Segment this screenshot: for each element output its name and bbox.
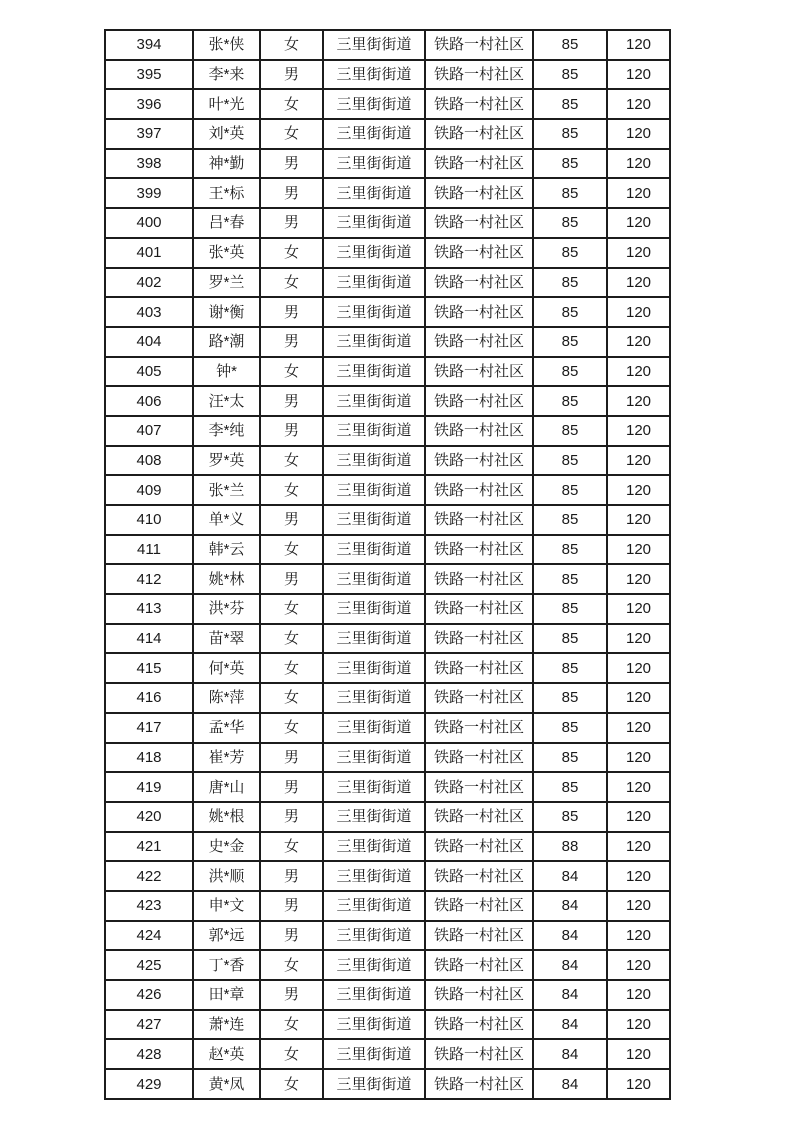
cell-no: 395 — [105, 60, 193, 90]
table-row — [105, 891, 670, 921]
cell-gender: 男 — [260, 505, 323, 535]
cell-street: 三里街街道 — [323, 653, 425, 683]
cell-community: 铁路一村社区 — [425, 891, 533, 921]
cell-name: 史*金 — [193, 832, 260, 862]
cell-name: 洪*顺 — [193, 861, 260, 891]
cell-score: 85 — [533, 30, 607, 60]
cell-quota: 120 — [607, 89, 670, 119]
cell-quota: 120 — [607, 1069, 670, 1099]
cell-quota: 120 — [607, 564, 670, 594]
cell-gender: 男 — [260, 208, 323, 238]
cell-quota: 120 — [607, 802, 670, 832]
cell-street: 三里街街道 — [323, 921, 425, 951]
cell-gender: 女 — [260, 238, 323, 268]
cell-community: 铁路一村社区 — [425, 950, 533, 980]
roster-table-body — [105, 30, 670, 1099]
cell-name: 孟*华 — [193, 713, 260, 743]
cell-score: 85 — [533, 713, 607, 743]
cell-community: 铁路一村社区 — [425, 653, 533, 683]
cell-no: 418 — [105, 743, 193, 773]
cell-community: 铁路一村社区 — [425, 268, 533, 298]
cell-quota: 120 — [607, 594, 670, 624]
table-row — [105, 238, 670, 268]
cell-quota: 120 — [607, 980, 670, 1010]
table-row — [105, 594, 670, 624]
cell-gender: 男 — [260, 921, 323, 951]
table-row — [105, 446, 670, 476]
cell-street: 三里街街道 — [323, 772, 425, 802]
cell-quota: 120 — [607, 713, 670, 743]
cell-community: 铁路一村社区 — [425, 30, 533, 60]
cell-no: 424 — [105, 921, 193, 951]
cell-gender: 男 — [260, 60, 323, 90]
cell-name: 张*侠 — [193, 30, 260, 60]
cell-street: 三里街街道 — [323, 624, 425, 654]
cell-no: 402 — [105, 268, 193, 298]
cell-score: 85 — [533, 505, 607, 535]
cell-score: 84 — [533, 950, 607, 980]
table-row — [105, 683, 670, 713]
cell-no: 404 — [105, 327, 193, 357]
cell-score: 85 — [533, 475, 607, 505]
table-row — [105, 802, 670, 832]
table-row — [105, 950, 670, 980]
cell-name: 张*兰 — [193, 475, 260, 505]
cell-community: 铁路一村社区 — [425, 149, 533, 179]
cell-street: 三里街街道 — [323, 297, 425, 327]
cell-gender: 女 — [260, 1069, 323, 1099]
cell-community: 铁路一村社区 — [425, 119, 533, 149]
cell-score: 84 — [533, 1010, 607, 1040]
cell-street: 三里街街道 — [323, 713, 425, 743]
cell-score: 85 — [533, 327, 607, 357]
cell-quota: 120 — [607, 624, 670, 654]
cell-gender: 女 — [260, 30, 323, 60]
cell-community: 铁路一村社区 — [425, 178, 533, 208]
cell-score: 88 — [533, 832, 607, 862]
cell-score: 85 — [533, 416, 607, 446]
cell-community: 铁路一村社区 — [425, 446, 533, 476]
cell-name: 罗*兰 — [193, 268, 260, 298]
cell-gender: 男 — [260, 743, 323, 773]
cell-quota: 120 — [607, 327, 670, 357]
cell-no: 401 — [105, 238, 193, 268]
cell-quota: 120 — [607, 891, 670, 921]
cell-no: 417 — [105, 713, 193, 743]
cell-street: 三里街街道 — [323, 980, 425, 1010]
cell-score: 85 — [533, 238, 607, 268]
cell-name: 李*纯 — [193, 416, 260, 446]
cell-community: 铁路一村社区 — [425, 980, 533, 1010]
cell-score: 85 — [533, 268, 607, 298]
cell-name: 张*英 — [193, 238, 260, 268]
cell-quota: 120 — [607, 1010, 670, 1040]
cell-community: 铁路一村社区 — [425, 921, 533, 951]
cell-score: 85 — [533, 535, 607, 565]
cell-name: 田*章 — [193, 980, 260, 1010]
table-row — [105, 861, 670, 891]
cell-score: 85 — [533, 683, 607, 713]
cell-no: 400 — [105, 208, 193, 238]
table-row — [105, 327, 670, 357]
table-row — [105, 564, 670, 594]
cell-community: 铁路一村社区 — [425, 564, 533, 594]
cell-score: 85 — [533, 178, 607, 208]
cell-gender: 女 — [260, 624, 323, 654]
cell-name: 萧*连 — [193, 1010, 260, 1040]
cell-name: 韩*云 — [193, 535, 260, 565]
cell-name: 洪*芬 — [193, 594, 260, 624]
cell-street: 三里街街道 — [323, 149, 425, 179]
cell-gender: 男 — [260, 861, 323, 891]
cell-street: 三里街街道 — [323, 386, 425, 416]
cell-name: 黄*凤 — [193, 1069, 260, 1099]
cell-community: 铁路一村社区 — [425, 535, 533, 565]
table-row — [105, 30, 670, 60]
cell-street: 三里街街道 — [323, 60, 425, 90]
cell-gender: 男 — [260, 149, 323, 179]
table-row — [105, 713, 670, 743]
cell-gender: 女 — [260, 446, 323, 476]
cell-no: 415 — [105, 653, 193, 683]
cell-gender: 男 — [260, 772, 323, 802]
table-row — [105, 475, 670, 505]
cell-no: 409 — [105, 475, 193, 505]
cell-street: 三里街街道 — [323, 178, 425, 208]
table-row — [105, 119, 670, 149]
cell-gender: 男 — [260, 386, 323, 416]
cell-gender: 男 — [260, 416, 323, 446]
table-row — [105, 980, 670, 1010]
cell-quota: 120 — [607, 832, 670, 862]
cell-quota: 120 — [607, 268, 670, 298]
cell-community: 铁路一村社区 — [425, 297, 533, 327]
cell-quota: 120 — [607, 357, 670, 387]
cell-name: 谢*衡 — [193, 297, 260, 327]
cell-street: 三里街街道 — [323, 802, 425, 832]
cell-no: 396 — [105, 89, 193, 119]
cell-score: 85 — [533, 446, 607, 476]
cell-street: 三里街街道 — [323, 683, 425, 713]
cell-gender: 女 — [260, 594, 323, 624]
table-row — [105, 60, 670, 90]
cell-community: 铁路一村社区 — [425, 624, 533, 654]
cell-gender: 男 — [260, 297, 323, 327]
cell-name: 单*义 — [193, 505, 260, 535]
cell-score: 84 — [533, 861, 607, 891]
cell-no: 406 — [105, 386, 193, 416]
cell-community: 铁路一村社区 — [425, 60, 533, 90]
cell-street: 三里街街道 — [323, 208, 425, 238]
cell-score: 85 — [533, 60, 607, 90]
cell-gender: 男 — [260, 980, 323, 1010]
cell-community: 铁路一村社区 — [425, 683, 533, 713]
cell-score: 84 — [533, 1069, 607, 1099]
cell-community: 铁路一村社区 — [425, 1069, 533, 1099]
cell-gender: 女 — [260, 1010, 323, 1040]
cell-community: 铁路一村社区 — [425, 802, 533, 832]
cell-gender: 女 — [260, 268, 323, 298]
cell-gender: 女 — [260, 832, 323, 862]
cell-name: 苗*翠 — [193, 624, 260, 654]
cell-community: 铁路一村社区 — [425, 505, 533, 535]
cell-community: 铁路一村社区 — [425, 327, 533, 357]
cell-name: 姚*林 — [193, 564, 260, 594]
table-row — [105, 832, 670, 862]
table-row — [105, 743, 670, 773]
cell-street: 三里街街道 — [323, 535, 425, 565]
cell-quota: 120 — [607, 653, 670, 683]
cell-no: 425 — [105, 950, 193, 980]
table-row — [105, 1010, 670, 1040]
cell-no: 397 — [105, 119, 193, 149]
cell-name: 唐*山 — [193, 772, 260, 802]
cell-quota: 120 — [607, 416, 670, 446]
roster-table — [104, 29, 671, 1100]
cell-street: 三里街街道 — [323, 832, 425, 862]
cell-name: 王*标 — [193, 178, 260, 208]
cell-no: 413 — [105, 594, 193, 624]
cell-no: 423 — [105, 891, 193, 921]
cell-gender: 女 — [260, 950, 323, 980]
cell-community: 铁路一村社区 — [425, 386, 533, 416]
cell-gender: 女 — [260, 653, 323, 683]
cell-quota: 120 — [607, 386, 670, 416]
table-row — [105, 535, 670, 565]
cell-no: 411 — [105, 535, 193, 565]
cell-score: 85 — [533, 386, 607, 416]
table-row — [105, 1069, 670, 1099]
cell-no: 420 — [105, 802, 193, 832]
cell-no: 394 — [105, 30, 193, 60]
cell-score: 85 — [533, 89, 607, 119]
table-row — [105, 653, 670, 683]
cell-quota: 120 — [607, 921, 670, 951]
cell-gender: 男 — [260, 802, 323, 832]
cell-street: 三里街街道 — [323, 861, 425, 891]
cell-community: 铁路一村社区 — [425, 861, 533, 891]
cell-street: 三里街街道 — [323, 891, 425, 921]
cell-quota: 120 — [607, 446, 670, 476]
cell-gender: 女 — [260, 357, 323, 387]
cell-no: 399 — [105, 178, 193, 208]
cell-quota: 120 — [607, 683, 670, 713]
cell-name: 申*文 — [193, 891, 260, 921]
cell-gender: 女 — [260, 683, 323, 713]
cell-name: 神*勤 — [193, 149, 260, 179]
cell-no: 398 — [105, 149, 193, 179]
cell-street: 三里街街道 — [323, 564, 425, 594]
cell-gender: 女 — [260, 89, 323, 119]
cell-name: 罗*英 — [193, 446, 260, 476]
cell-name: 丁*香 — [193, 950, 260, 980]
cell-gender: 女 — [260, 713, 323, 743]
cell-street: 三里街街道 — [323, 238, 425, 268]
table-row — [105, 178, 670, 208]
cell-street: 三里街街道 — [323, 357, 425, 387]
cell-name: 钟* — [193, 357, 260, 387]
cell-score: 85 — [533, 119, 607, 149]
cell-name: 赵*英 — [193, 1039, 260, 1069]
cell-name: 汪*太 — [193, 386, 260, 416]
table-row — [105, 921, 670, 951]
cell-street: 三里街街道 — [323, 950, 425, 980]
cell-score: 85 — [533, 594, 607, 624]
cell-gender: 女 — [260, 475, 323, 505]
cell-no: 426 — [105, 980, 193, 1010]
cell-quota: 120 — [607, 297, 670, 327]
cell-no: 421 — [105, 832, 193, 862]
table-row — [105, 268, 670, 298]
cell-gender: 男 — [260, 327, 323, 357]
cell-score: 85 — [533, 357, 607, 387]
cell-score: 84 — [533, 921, 607, 951]
cell-name: 路*潮 — [193, 327, 260, 357]
cell-community: 铁路一村社区 — [425, 416, 533, 446]
table-row — [105, 624, 670, 654]
cell-street: 三里街街道 — [323, 89, 425, 119]
cell-no: 429 — [105, 1069, 193, 1099]
cell-gender: 女 — [260, 1039, 323, 1069]
cell-no: 412 — [105, 564, 193, 594]
cell-no: 427 — [105, 1010, 193, 1040]
table-row — [105, 1039, 670, 1069]
cell-quota: 120 — [607, 505, 670, 535]
cell-score: 84 — [533, 1039, 607, 1069]
table-row — [105, 149, 670, 179]
table-row — [105, 386, 670, 416]
cell-quota: 120 — [607, 535, 670, 565]
cell-gender: 男 — [260, 891, 323, 921]
cell-score: 85 — [533, 564, 607, 594]
cell-community: 铁路一村社区 — [425, 594, 533, 624]
cell-street: 三里街街道 — [323, 1039, 425, 1069]
cell-quota: 120 — [607, 208, 670, 238]
cell-quota: 120 — [607, 149, 670, 179]
cell-name: 何*英 — [193, 653, 260, 683]
cell-no: 410 — [105, 505, 193, 535]
cell-name: 郭*远 — [193, 921, 260, 951]
cell-street: 三里街街道 — [323, 594, 425, 624]
cell-name: 叶*光 — [193, 89, 260, 119]
cell-quota: 120 — [607, 861, 670, 891]
cell-gender: 女 — [260, 119, 323, 149]
cell-community: 铁路一村社区 — [425, 832, 533, 862]
cell-name: 陈*萍 — [193, 683, 260, 713]
cell-quota: 120 — [607, 743, 670, 773]
cell-community: 铁路一村社区 — [425, 1039, 533, 1069]
cell-community: 铁路一村社区 — [425, 238, 533, 268]
cell-street: 三里街街道 — [323, 505, 425, 535]
cell-score: 84 — [533, 980, 607, 1010]
cell-score: 84 — [533, 891, 607, 921]
cell-no: 422 — [105, 861, 193, 891]
cell-community: 铁路一村社区 — [425, 713, 533, 743]
cell-street: 三里街街道 — [323, 119, 425, 149]
cell-quota: 120 — [607, 1039, 670, 1069]
table-row — [105, 505, 670, 535]
cell-name: 吕*春 — [193, 208, 260, 238]
cell-quota: 120 — [607, 238, 670, 268]
table-row — [105, 416, 670, 446]
cell-score: 85 — [533, 208, 607, 238]
cell-street: 三里街街道 — [323, 268, 425, 298]
cell-name: 崔*芳 — [193, 743, 260, 773]
cell-community: 铁路一村社区 — [425, 475, 533, 505]
cell-street: 三里街街道 — [323, 30, 425, 60]
cell-name: 刘*英 — [193, 119, 260, 149]
table-row — [105, 89, 670, 119]
cell-name: 姚*根 — [193, 802, 260, 832]
cell-name: 李*来 — [193, 60, 260, 90]
cell-quota: 120 — [607, 119, 670, 149]
cell-street: 三里街街道 — [323, 475, 425, 505]
cell-score: 85 — [533, 149, 607, 179]
table-row — [105, 208, 670, 238]
cell-quota: 120 — [607, 30, 670, 60]
cell-quota: 120 — [607, 178, 670, 208]
cell-community: 铁路一村社区 — [425, 1010, 533, 1040]
cell-score: 85 — [533, 624, 607, 654]
table-row — [105, 772, 670, 802]
cell-quota: 120 — [607, 475, 670, 505]
cell-score: 85 — [533, 743, 607, 773]
cell-community: 铁路一村社区 — [425, 208, 533, 238]
cell-score: 85 — [533, 653, 607, 683]
cell-gender: 女 — [260, 535, 323, 565]
cell-street: 三里街街道 — [323, 416, 425, 446]
cell-gender: 男 — [260, 178, 323, 208]
cell-no: 407 — [105, 416, 193, 446]
cell-no: 414 — [105, 624, 193, 654]
cell-street: 三里街街道 — [323, 446, 425, 476]
cell-community: 铁路一村社区 — [425, 357, 533, 387]
cell-no: 408 — [105, 446, 193, 476]
cell-community: 铁路一村社区 — [425, 89, 533, 119]
cell-street: 三里街街道 — [323, 1069, 425, 1099]
cell-no: 419 — [105, 772, 193, 802]
cell-quota: 120 — [607, 950, 670, 980]
cell-quota: 120 — [607, 60, 670, 90]
cell-gender: 男 — [260, 564, 323, 594]
cell-community: 铁路一村社区 — [425, 743, 533, 773]
cell-quota: 120 — [607, 772, 670, 802]
cell-no: 428 — [105, 1039, 193, 1069]
cell-score: 85 — [533, 802, 607, 832]
cell-street: 三里街街道 — [323, 327, 425, 357]
cell-no: 416 — [105, 683, 193, 713]
cell-street: 三里街街道 — [323, 743, 425, 773]
table-row — [105, 297, 670, 327]
cell-street: 三里街街道 — [323, 1010, 425, 1040]
table-row — [105, 357, 670, 387]
cell-score: 85 — [533, 297, 607, 327]
cell-no: 403 — [105, 297, 193, 327]
cell-community: 铁路一村社区 — [425, 772, 533, 802]
cell-score: 85 — [533, 772, 607, 802]
cell-no: 405 — [105, 357, 193, 387]
